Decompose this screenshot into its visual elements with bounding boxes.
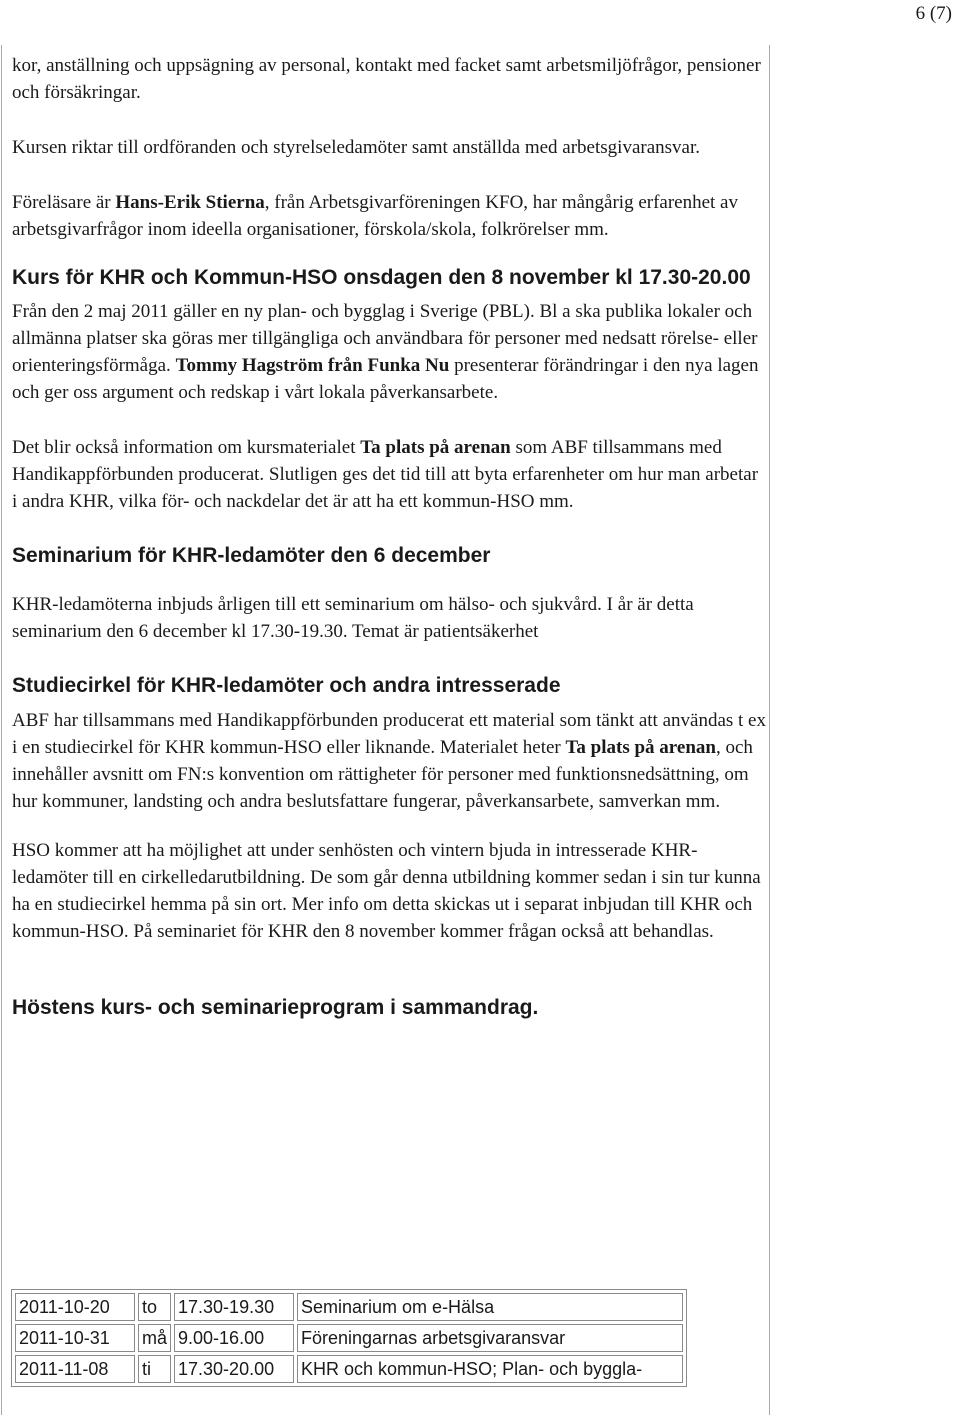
study-intro-text: ABF har tillsammans med Handikappförbunden producerat ett material som tänkt att användas t ex i en studiecirkel för KHR kommun-HSO eller liknande. Materialet heter [12, 710, 766, 758]
schedule-date: 2011-10-20 [15, 1293, 135, 1321]
page-number: 6 (7) [915, 3, 952, 24]
schedule-weekday: må [138, 1324, 171, 1352]
paragraph-target-audience: Kursen riktar till ordföranden och styrelseledamöter samt anställda med arbetsgivaransvar. [12, 137, 700, 158]
schedule-time: 9.00-16.00 [174, 1324, 294, 1352]
table-row [15, 1293, 683, 1321]
schedule-date: 2011-11-08 [15, 1355, 135, 1383]
schedule-time: 17.30-19.30 [174, 1293, 294, 1321]
speaker-name: Tommy Hagström från Funka Nu [175, 355, 450, 376]
pbl-intro-text: Från den 2 maj 2011 gäller en ny plan- och bygglag i Sverige (PBL). Bl a ska publika lokaler och allmänna platser ska göras mer tillgängliga och användbara för personer med nedsatt rörelse- eller orienteringsförmåga. [12, 301, 758, 376]
material-description-text: som ABF tillsammans med Handikappförbunden producerat. Slutligen ges det tid till att byta erfarenheter om hur man arbetar i andra KHR, vilka för- och nackdelar det är att ha ett kommun-HSO mm. [12, 437, 759, 512]
schedule-title: Seminarium om e-Hälsa [297, 1293, 683, 1321]
schedule-title: Föreningarnas arbetsgivaransvar [297, 1324, 683, 1352]
study-description-text: , och innehåller avsnitt om FN:s konvention om rättigheter för personer med funktionsnedsättning, om hur kommuner, landsting och andra beslutsfattare fungerar, påverkansarbete, samverkan mm. [12, 737, 753, 812]
pbl-description-text: presenterar förändringar i den nya lagen och ger oss argument och redskap i vårt lokala påverkansarbete. [12, 355, 759, 403]
paragraph-seminar: KHR-ledamöterna inbjuds årligen till ett seminarium om hälso- och sjukvård. I år är detta seminarium den 6 december kl 17.30-19.30. Temat är patientsäkerhet [12, 594, 694, 642]
lecturer-intro-text: Föreläsare är [12, 192, 116, 213]
schedule-title: KHR och kommun-HSO; Plan- och byggla- [297, 1355, 683, 1383]
left-margin-rule [1, 45, 2, 1415]
paragraph-course-topics: kor, anställning och uppsägning av personal, kontakt med facket samt arbetsmiljöfrågor, pensioner och försäkringar. [12, 55, 761, 103]
right-margin-rule [769, 45, 770, 1415]
heading-program-summary: Höstens kurs- och seminarieprogram i sammandrag. [12, 996, 539, 1019]
schedule-date: 2011-10-31 [15, 1324, 135, 1352]
paragraph-lecturer [12, 189, 767, 243]
lecturer-name: Hans-Erik Stierna [115, 192, 265, 213]
paragraph-study-material [12, 707, 767, 815]
table-row [15, 1355, 683, 1383]
material-name: Ta plats på arenan [360, 437, 511, 458]
heading-study-circle: Studiecirkel för KHR-ledamöter och andra intresserade [12, 674, 561, 697]
document-body [12, 52, 767, 1021]
schedule-weekday: to [138, 1293, 171, 1321]
paragraph-circle-leader-training: HSO kommer att ha möjlighet att under senhösten och vintern bjuda in intresserade KHR-ledamöter till en cirkelledarutbildning. De som går denna utbildning kommer sedan i sin tur kunna ha en studiecirkel hemma på sin ort. Mer info om detta skickas ut i separat inbjudan till KHR och kommun-HSO. På seminariet för KHR den 8 november kommer frågan också att behandlas. [12, 840, 761, 942]
heading-course-khr-hso: Kurs för KHR och Kommun-HSO onsdagen den 8 november kl 17.30-20.00 [12, 266, 751, 289]
table-row [15, 1324, 683, 1352]
study-material-name: Ta plats på arenan [565, 737, 716, 758]
schedule-weekday: ti [138, 1355, 171, 1383]
paragraph-course-material [12, 434, 767, 515]
lecturer-description-text: , från Arbetsgivarföreningen KFO, har mångårig erfarenhet av arbetsgivarfrågor inom ideella organisationer, förskola/skola, folkrörelser mm. [12, 192, 738, 240]
program-schedule-table [11, 1289, 687, 1387]
material-intro-text: Det blir också information om kursmaterialet [12, 437, 361, 458]
paragraph-pbl-law [12, 298, 767, 406]
heading-seminar-december: Seminarium för KHR-ledamöter den 6 december [12, 544, 491, 567]
schedule-time: 17.30-20.00 [174, 1355, 294, 1383]
